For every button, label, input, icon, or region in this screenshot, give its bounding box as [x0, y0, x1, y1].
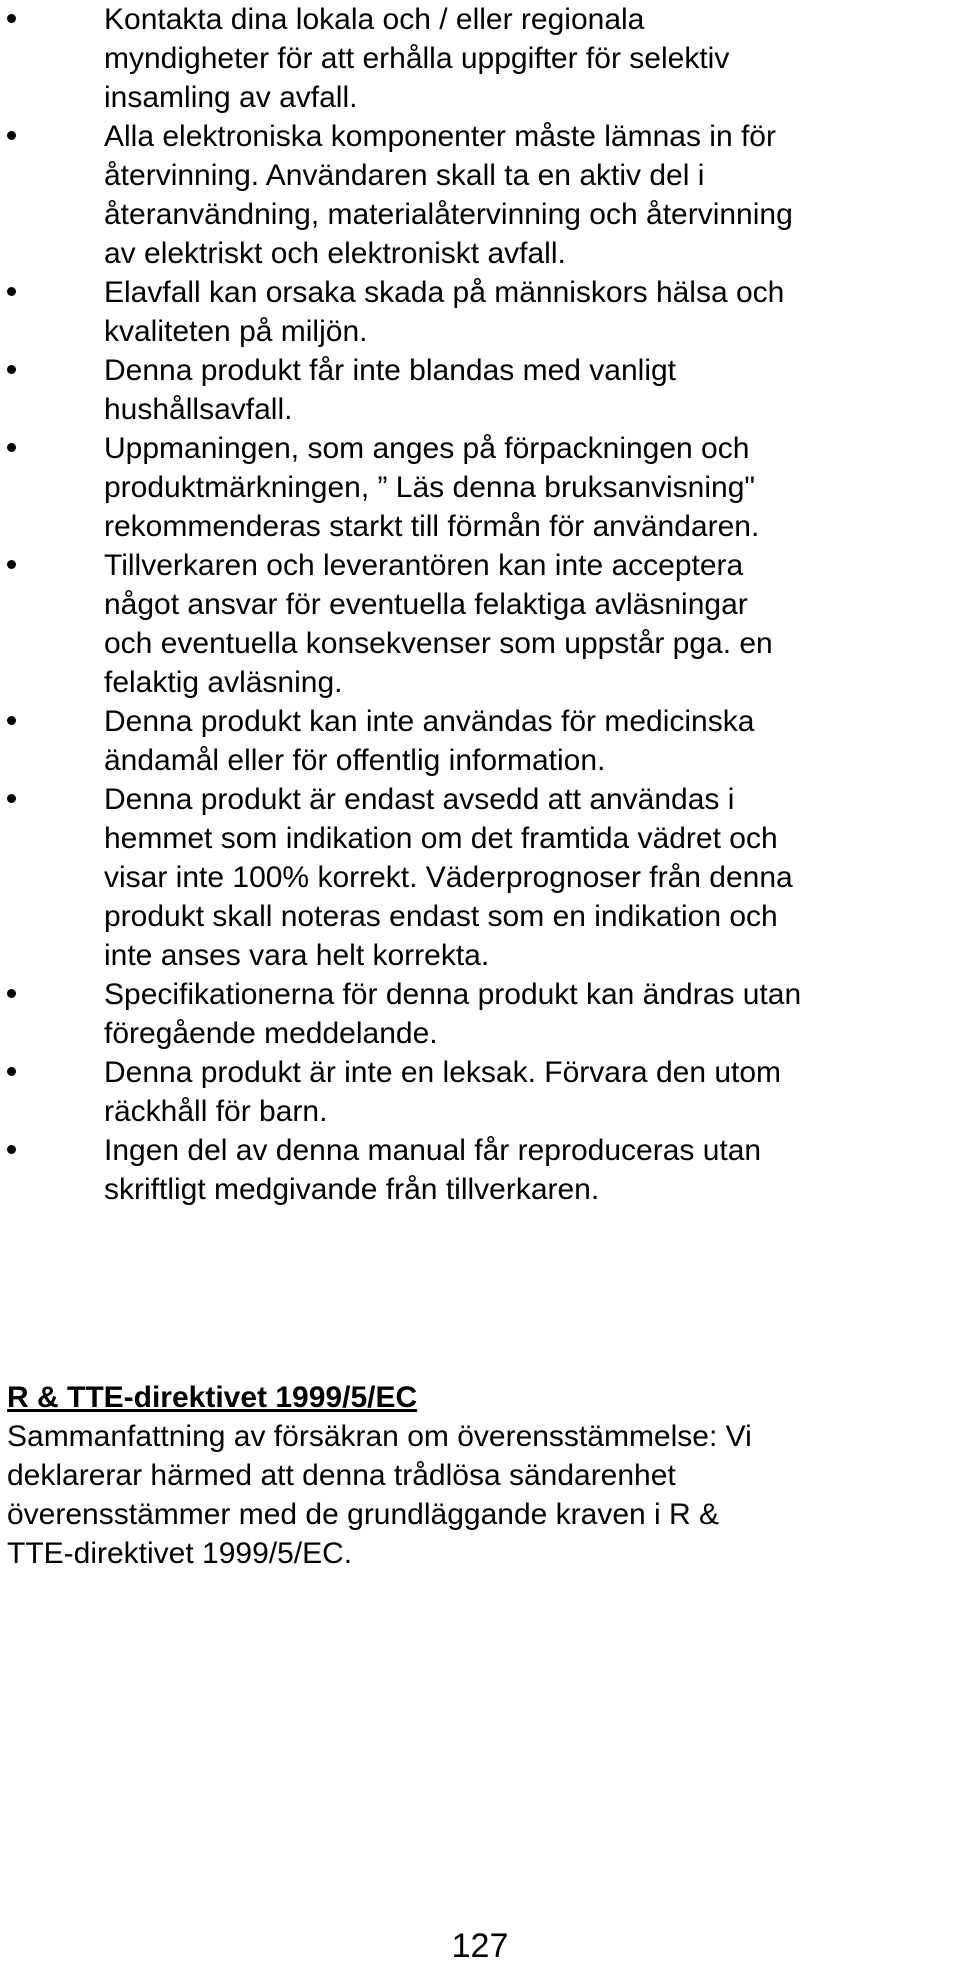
list-item — [0, 429, 950, 546]
list-item — [0, 351, 950, 429]
list-item-text: Alla elektroniska komponenter måste lämnas in för återvinning. Användaren skall ta en aktiv del i återanvändning, materialåtervinning och återvinning av elektriskt och elektroniskt avfall. — [104, 120, 793, 270]
list-item-text: Ingen del av denna manual får reproduceras utan skriftligt medgivande från tillverkaren. — [104, 1134, 762, 1206]
bullet-icon — [7, 443, 16, 452]
page-number: 127 — [451, 1927, 509, 1965]
list-item — [0, 702, 950, 780]
list-item-text: Denna produkt är endast avsedd att användas i hemmet som indikation om det framtida vädret och visar inte 100% korrekt. Väderprognoser från denna produkt skall noteras endast som en indikation och inte anses vara helt korrekta. — [104, 783, 793, 972]
bullet-icon — [7, 287, 16, 296]
list-item-text: Kontakta dina lokala och / eller regionala myndigheter för att erhålla uppgifter för selektiv insamling av avfall. — [104, 3, 730, 114]
list-item-text: Uppmaningen, som anges på förpackningen och produktmärkningen, ” Läs denna bruksanvisning" rekommenderas starkt till förmån för användaren. — [104, 432, 760, 543]
list-item — [0, 0, 950, 117]
bullet-icon — [7, 131, 16, 140]
list-item — [0, 1053, 950, 1131]
directive-section — [7, 1378, 937, 1573]
list-item — [0, 975, 950, 1053]
bullet-icon — [7, 1145, 16, 1154]
list-item-text: Specifikationerna för denna produkt kan ändras utan föregående meddelande. — [104, 978, 802, 1050]
bullet-icon — [7, 560, 16, 569]
list-item — [0, 546, 950, 702]
bullet-icon — [7, 14, 16, 23]
list-item-text: Tillverkaren och leverantören kan inte acceptera något ansvar för eventuella felaktiga avläsningar och eventuella konsekvenser som uppstår pga. en felaktig avläsning. — [104, 549, 773, 699]
list-item-text: Denna produkt får inte blandas med vanligt hushållsavfall. — [104, 354, 677, 426]
list-item — [0, 1131, 950, 1209]
section-body: Sammanfattning av försäkran om överensstämmelse: Vi deklarerar härmed att denna trådlösa sändarenhet överensstämmer med de grundläggande kraven i R & TTE-direktivet 1999/5/EC. — [7, 1420, 752, 1570]
bullet-icon — [7, 716, 16, 725]
list-item-text: Denna produkt är inte en leksak. Förvara den utom räckhåll för barn. — [104, 1056, 782, 1128]
bullet-icon — [7, 989, 16, 998]
list-item — [0, 273, 950, 351]
bullet-icon — [7, 794, 16, 803]
section-heading: R & TTE-direktivet 1999/5/EC — [7, 1381, 418, 1414]
list-item-text: Denna produkt kan inte användas för medicinska ändamål eller för offentlig information. — [104, 705, 755, 777]
bullet-icon — [7, 365, 16, 374]
list-item — [0, 780, 950, 975]
list-item — [0, 117, 950, 273]
bullet-icon — [7, 1067, 16, 1076]
list-item-text: Elavfall kan orsaka skada på människors hälsa och kvaliteten på miljön. — [104, 276, 785, 348]
